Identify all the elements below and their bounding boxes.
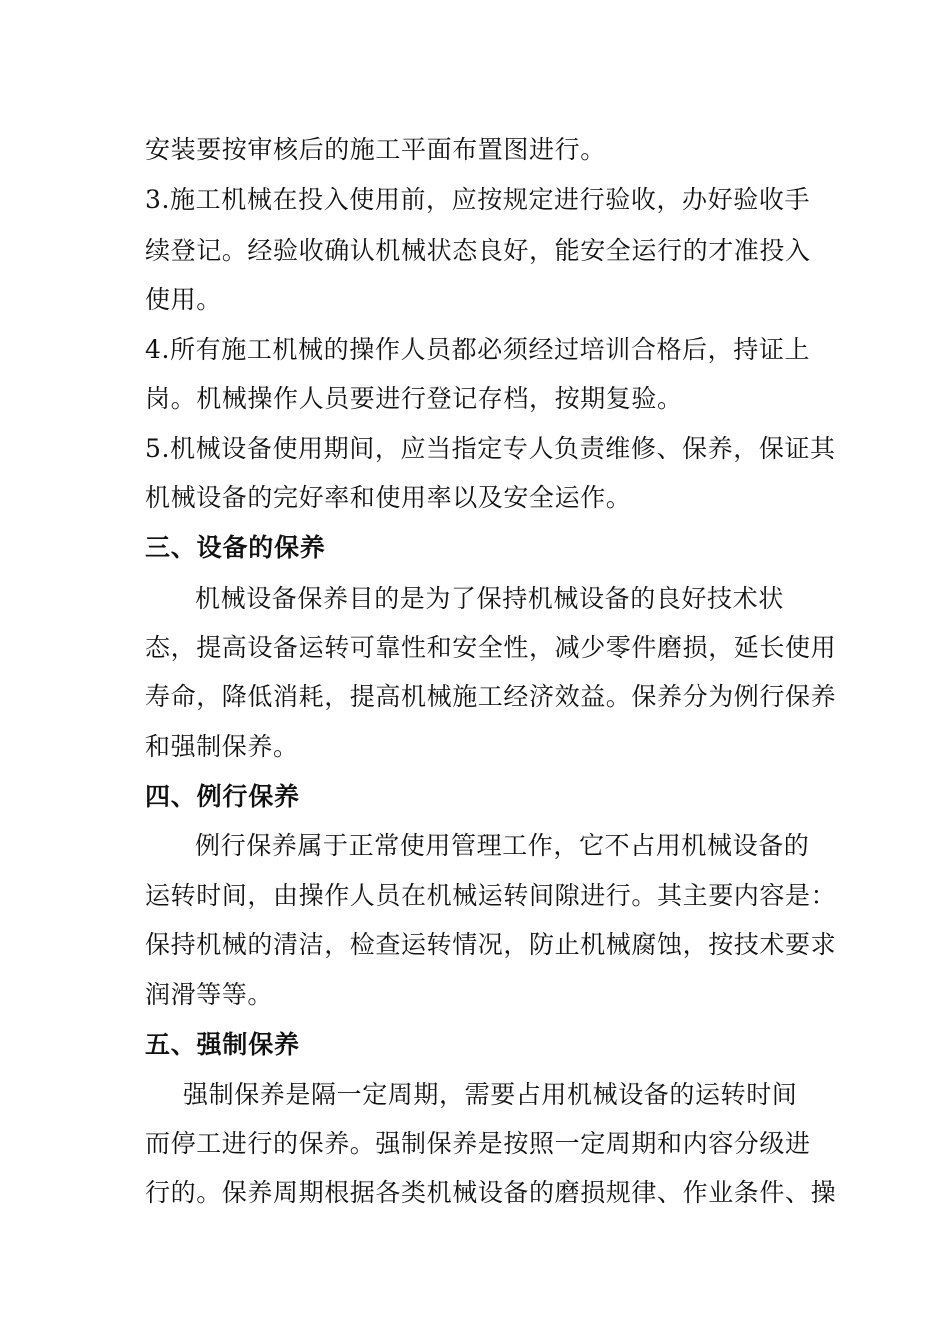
list-item-3-line: 使用。 (145, 285, 222, 314)
paragraph-line: 润滑等等。 (145, 980, 274, 1009)
paragraph-line: 和强制保养。 (145, 732, 299, 761)
section-heading-equipment-maintenance: 三、设备的保养 (145, 533, 326, 562)
list-item-4-line: 岗。机械操作人员要进行登记存档，按期复验。 (145, 384, 683, 413)
paragraph-line: 寿命，降低消耗，提高机械施工经济效益。保养分为例行保养 (145, 682, 837, 711)
paragraph-line: 强制保养是隔一定周期，需要占用机械设备的运转时间 (183, 1080, 798, 1109)
paragraph-line: 运转时间，由操作人员在机械运转间隙进行。其主要内容是： (145, 881, 837, 910)
list-item-5-line: 5.机械设备使用期间，应当指定专人负责维修、保养，保证其 (145, 434, 836, 463)
paragraph-line: 态，提高设备运转可靠性和安全性，减少零件磨损，延长使用 (145, 633, 837, 662)
paragraph-line: 行的。保养周期根据各类机械设备的磨损规律、作业条件、操 (145, 1178, 837, 1207)
paragraph-line: 例行保养属于正常使用管理工作，它不占用机械设备的 (195, 831, 810, 860)
paragraph-line: 安装要按审核后的施工平面布置图进行。 (145, 135, 606, 164)
section-heading-routine-maintenance: 四、例行保养 (145, 782, 300, 811)
list-item-4-line: 4.所有施工机械的操作人员都必须经过培训合格后，持证上 (145, 335, 811, 364)
paragraph-line: 机械设备保养目的是为了保持机械设备的良好技术状 (195, 584, 784, 613)
list-item-3-line: 续登记。经验收确认机械状态良好，能安全运行的才准投入 (145, 236, 811, 265)
section-heading-mandatory-maintenance: 五、强制保养 (145, 1030, 300, 1059)
paragraph-line: 保持机械的清洁，检查运转情况，防止机械腐蚀，按技术要求 (145, 930, 837, 959)
list-item-5-line: 机械设备的完好率和使用率以及安全运作。 (145, 483, 632, 512)
paragraph-line: 而停工进行的保养。强制保养是按照一定周期和内容分级进 (145, 1129, 811, 1158)
list-item-3-line: 3.施工机械在投入使用前，应按规定进行验收，办好验收手 (145, 185, 811, 214)
